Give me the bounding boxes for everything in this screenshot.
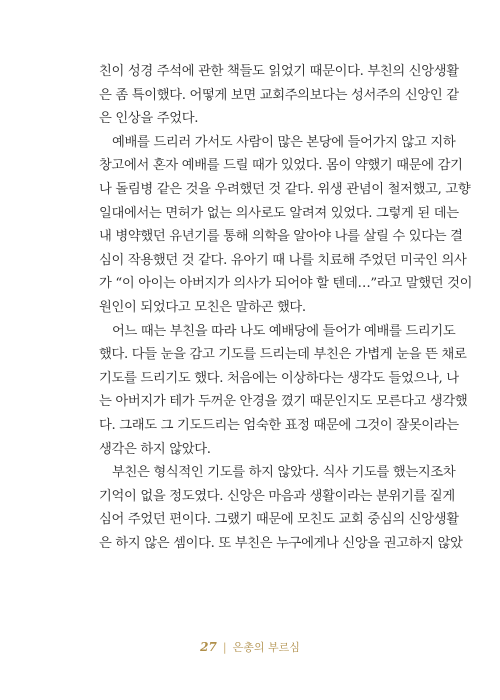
text-line: 은 좀 특이했다. 어떻게 보면 교회주의보다는 성서주의 신앙인 같 bbox=[99, 87, 459, 103]
text-line: 부친은 형식적인 기도를 하지 않았다. 식사 기도를 했는지조차 bbox=[112, 465, 456, 481]
text-line: 심어 주었던 편이다. 그랬기 때문에 모친도 교회 중심의 신앙생활 bbox=[99, 512, 459, 528]
body-text bbox=[99, 60, 473, 555]
page-footer bbox=[0, 639, 500, 655]
text-line: 기억이 없을 정도였다. 신앙은 마음과 생활이라는 분위기를 짙게 bbox=[99, 488, 455, 504]
footer-separator: | bbox=[222, 641, 227, 654]
text-line: 가 “이 아이는 아버지가 의사가 되어야 할 텐데…”라고 말했던 것이 bbox=[99, 276, 473, 292]
text-line: 심이 작용했던 것 같다. 유아기 때 나를 치료해 주었던 미국인 의사 bbox=[99, 252, 467, 268]
text-line: 기도를 드리기도 했다. 처음에는 이상하다는 생각도 들었으나, 나 bbox=[99, 370, 459, 386]
text-line: 어느 때는 부친을 따라 나도 예배당에 들어가 예배를 드리기도 bbox=[112, 323, 456, 339]
text-line: 은 하지 않은 셈이다. 또 부친은 누구에게나 신앙을 권고하지 않았 bbox=[99, 535, 463, 551]
text-line: 은 인상을 주었다. bbox=[99, 111, 199, 127]
text-line: 일대에서는 면허가 없는 의사로도 알려져 있었다. 그렇게 된 데는 bbox=[99, 205, 459, 221]
text-line: 예배를 드리러 가서도 사람이 많은 본당에 들어가지 않고 지하 bbox=[112, 134, 456, 150]
text-line: 친이 성경 주석에 관한 책들도 읽었기 때문이다. 부친의 신앙생활 bbox=[99, 64, 459, 79]
text-line: 는 아버지가 테가 두꺼운 안경을 꼈기 때문인지도 모른다고 생각했 bbox=[99, 394, 468, 410]
text-line: 원인이 되었다고 모친은 말하곤 했다. bbox=[99, 299, 306, 315]
text-line: 생각은 하지 않았다. bbox=[99, 441, 211, 457]
text-line: 창고에서 혼자 예배를 드릴 때가 있었다. 몸이 약했기 때문에 감기 bbox=[99, 158, 463, 174]
text-line: 내 병약했던 유년기를 통해 의학을 알아야 나를 살릴 수 있다는 결 bbox=[99, 229, 463, 245]
text-line: 다. 그래도 그 기도드리는 엄숙한 표정 때문에 그것이 잘못이라는 bbox=[99, 417, 459, 433]
book-title: 은총의 부르심 bbox=[232, 641, 300, 654]
page-number: 27 bbox=[200, 640, 217, 654]
text-line: 했다. 다들 눈을 감고 기도를 드리는데 부친은 가볍게 눈을 뜬 채로 bbox=[99, 347, 467, 363]
text-line: 나 돌림병 같은 것을 우려했던 것 같다. 위생 관념이 철저했고, 고향 bbox=[99, 181, 471, 197]
